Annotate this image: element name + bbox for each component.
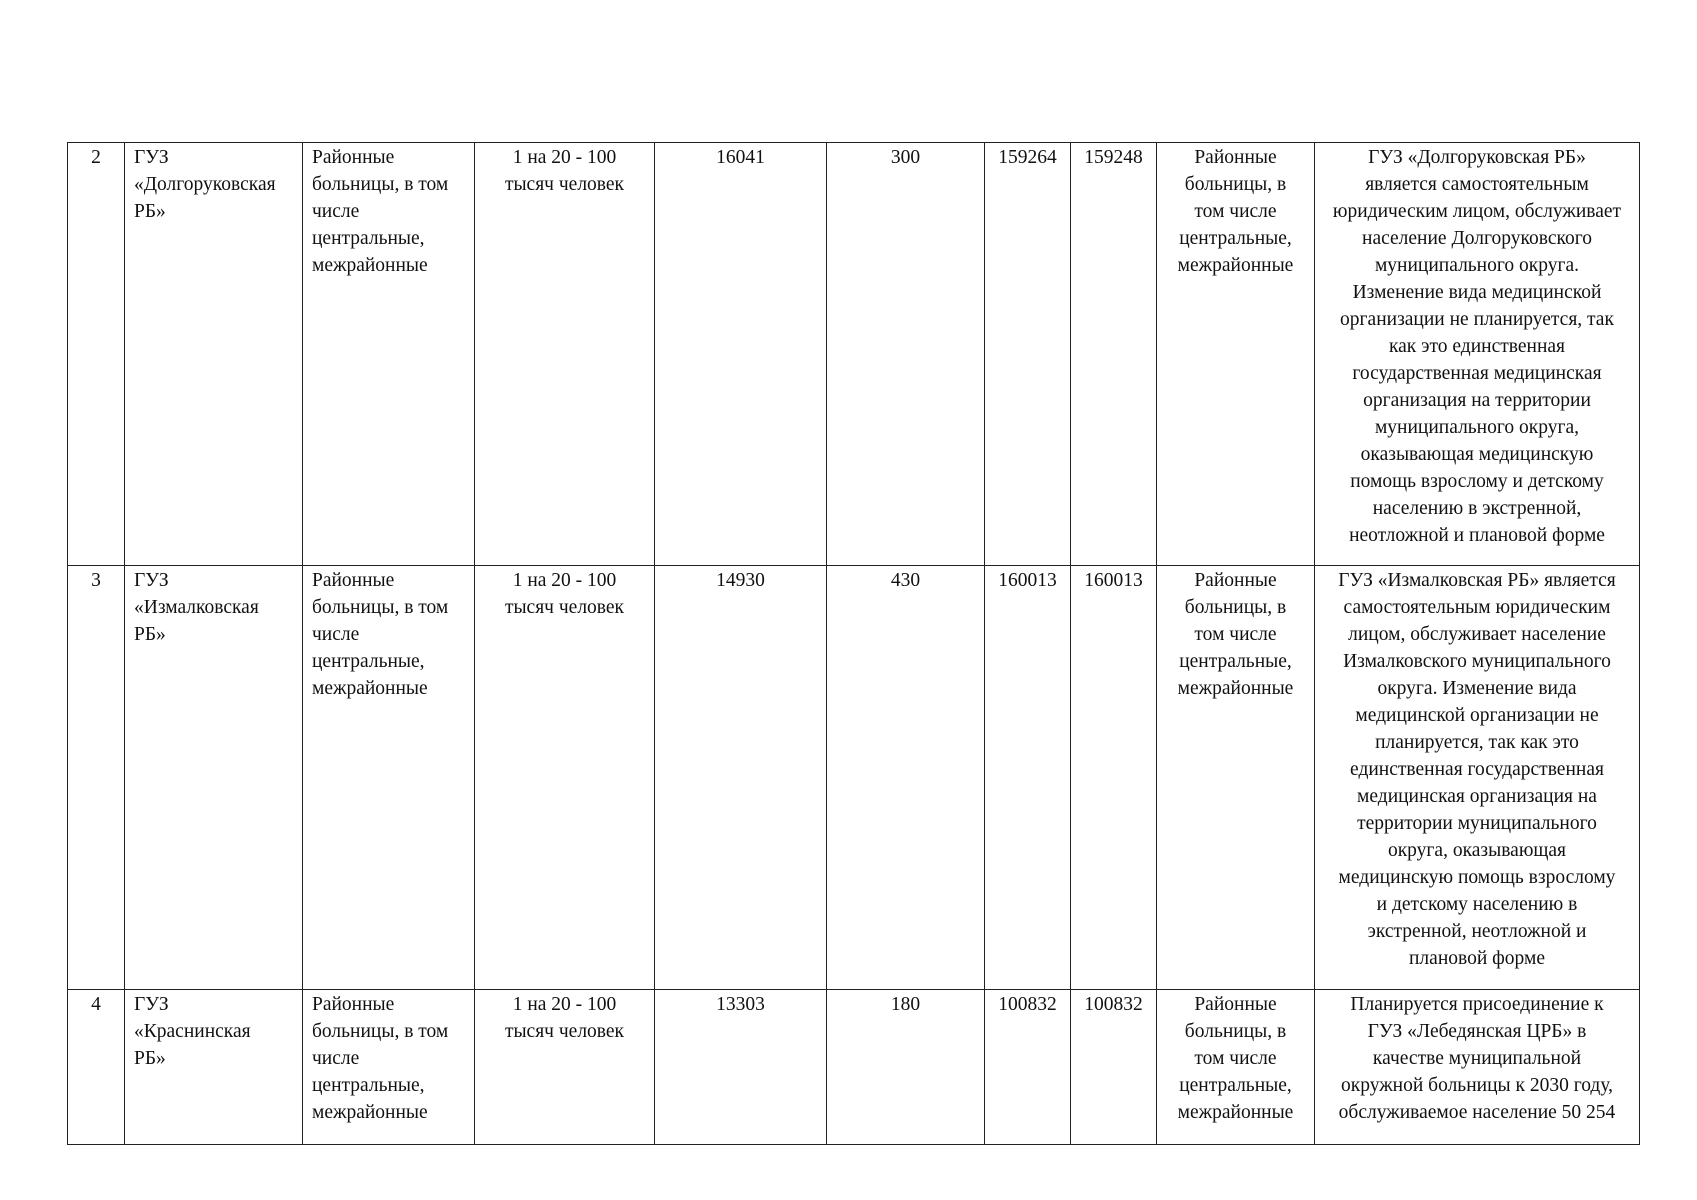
population-cell xyxy=(655,990,827,1145)
population: 13303 xyxy=(716,994,765,1015)
distance-cell xyxy=(827,143,985,566)
value1-cell xyxy=(985,566,1071,990)
table-row xyxy=(68,143,1640,566)
value2: 160013 xyxy=(1084,570,1143,591)
norm: 1 на 20 - 100 тысяч человек xyxy=(504,570,625,618)
planned-type: Районные больницы, в том числе центральные, межрайонные xyxy=(1177,147,1294,276)
distance: 300 xyxy=(890,147,921,168)
table-row xyxy=(68,990,1640,1145)
value1-cell xyxy=(985,143,1071,566)
distance-cell xyxy=(827,990,985,1145)
distance-cell xyxy=(827,566,985,990)
population-cell xyxy=(655,566,827,990)
organization-name-cell xyxy=(125,143,303,566)
organization-type: Районные больницы, в том числе центральные, межрайонные xyxy=(312,570,449,699)
norm: 1 на 20 - 100 тысяч человек xyxy=(504,994,625,1042)
value2-cell xyxy=(1071,566,1157,990)
norm-cell xyxy=(475,566,655,990)
value2-cell xyxy=(1071,143,1157,566)
row-number: 4 xyxy=(91,994,101,1015)
value1: 159264 xyxy=(998,147,1057,168)
planned-type-cell xyxy=(1157,990,1315,1145)
distance: 180 xyxy=(890,994,921,1015)
note: ГУЗ «Измалковская РБ» является самостоятельным юридическим лицом, обслуживает население Измалковского муниципального округа. Изменение вида медицинской организации не планируется, так как это единственная государственная медицинская организация на территории муниципального округа, оказывающая медицинскую помощь взрослому и детскому населению в экстренной, неотложной и плановой форме xyxy=(1338,570,1616,969)
organization-name: ГУЗ «Долгоруковская РБ» xyxy=(134,147,276,222)
planned-type-cell xyxy=(1157,143,1315,566)
planned-type-cell xyxy=(1157,566,1315,990)
value2: 100832 xyxy=(1084,994,1143,1015)
value1-cell xyxy=(985,990,1071,1145)
note-cell xyxy=(1315,566,1640,990)
organization-type-cell xyxy=(303,566,475,990)
organization-type-cell xyxy=(303,143,475,566)
population: 16041 xyxy=(716,147,765,168)
norm-cell xyxy=(475,143,655,566)
table-row xyxy=(68,566,1640,990)
value1: 100832 xyxy=(998,994,1057,1015)
planned-type: Районные больницы, в том числе центральные, межрайонные xyxy=(1177,570,1294,699)
organization-type: Районные больницы, в том числе центральные, межрайонные xyxy=(312,147,449,276)
distance: 430 xyxy=(890,570,921,591)
organization-name: ГУЗ «Краснинская РБ» xyxy=(134,994,251,1069)
population-cell xyxy=(655,143,827,566)
organization-type: Районные больницы, в том числе центральные, межрайонные xyxy=(312,994,449,1123)
note-cell xyxy=(1315,143,1640,566)
norm: 1 на 20 - 100 тысяч человек xyxy=(504,147,625,195)
organization-type-cell xyxy=(303,990,475,1145)
row-number: 3 xyxy=(91,570,101,591)
value1: 160013 xyxy=(998,570,1057,591)
value2-cell xyxy=(1071,990,1157,1145)
row-number: 2 xyxy=(91,147,101,168)
row-number-cell xyxy=(68,143,125,566)
organization-name-cell xyxy=(125,990,303,1145)
value2: 159248 xyxy=(1084,147,1143,168)
population: 14930 xyxy=(716,570,765,591)
planned-type: Районные больницы, в том числе центральные, межрайонные xyxy=(1177,994,1294,1123)
note-cell xyxy=(1315,990,1640,1145)
hospitals-table xyxy=(67,142,1640,1145)
organization-name: ГУЗ «Измалковская РБ» xyxy=(134,570,259,645)
organization-name-cell xyxy=(125,566,303,990)
note: Планируется присоединение к ГУЗ «Лебедянская ЦРБ» в качестве муниципальной окружной больницы к 2030 году, обслуживаемое население 50 254 xyxy=(1338,994,1616,1123)
row-number-cell xyxy=(68,566,125,990)
row-number-cell xyxy=(68,990,125,1145)
norm-cell xyxy=(475,990,655,1145)
note: ГУЗ «Долгоруковская РБ» является самостоятельным юридическим лицом, обслуживает население Долгоруковского муниципального округа. Изменение вида медицинской организации не планируется, так как это единственная государственная медицинская организация на территории муниципального округа, оказывающая медицинскую помощь взрослому и детскому населению в экстренной, неотложной и плановой форме xyxy=(1332,147,1622,546)
